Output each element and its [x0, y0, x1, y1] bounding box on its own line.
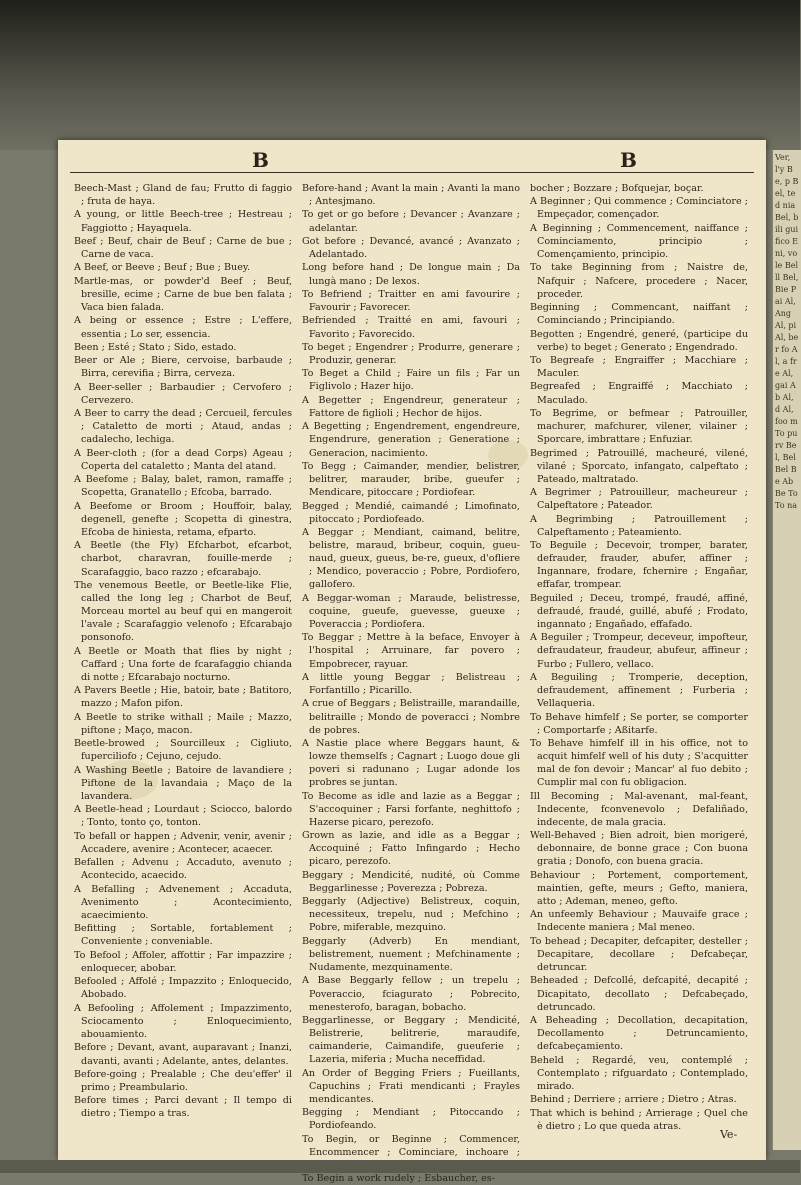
dictionary-entry: Before times ; Parci devant ; Il tempo di dietro ; Tiempo a tras.: [74, 1095, 292, 1120]
dictionary-entry: To Become as idle and lazie as a Beggar ; S'accoquiner ; Farsi forfante, neghittofo ; Hazerse picaro, perezofo.: [302, 790, 520, 828]
dictionary-entry: That which is behind ; Arrierage ; Quel che è dietro ; Lo que queda atras.: [530, 1107, 748, 1132]
dictionary-entry: Beer or Ale ; Biere, cervoise, barbaude ; Birra, cerevifia ; Birra, cerveza.: [74, 355, 292, 380]
dictionary-entry: A crue of Beggars ; Belistraille, marandaille, belitraille ; Mondo de poveracci ; Nombre de pobres.: [302, 698, 520, 736]
dictionary-entry: A Beguiling ; Tromperie, deception, defraudement, affinement ; Furberia ; Vellaqueria.: [530, 671, 748, 710]
dictionary-entry: A Beetle-head ; Lourdaut ; Sciocco, balordo ; Tonto, tonto ço, tonton.: [74, 804, 292, 829]
dictionary-entry: A Beefome ; Balay, balet, ramon, ramaffe ; Scopetta, Granatello ; Efcoba, barrado.: [74, 474, 292, 499]
scan-top-edge: [0, 0, 800, 150]
dictionary-entry: A Nastie place where Beggars haunt, & lowze themselfs ; Cagnart ; Luogo doue gli poveri si radunano ; Lugar adonde los probres se juntan.: [302, 737, 520, 789]
dictionary-entry: Beginning ; Commencant, naiffant ; Cominciando ; Principiando.: [530, 302, 748, 327]
dictionary-entry: To Befriend ; Traitter en ami favourire ; Favourir ; Favorecer.: [302, 288, 520, 314]
dictionary-entry: A Beggar ; Mendiant, caimand, belitre, belistre, maraud, bribeur, coquin, gueu-naud, gueux, gueus, be-re, gueux, d'ofliere ; Mendico, poveraccio ; Pobre, Pordiofero, gallofero.: [302, 527, 520, 591]
dictionary-entry: A being or essence ; Estre ; L'effere, essentia ; Lo ser, essencia.: [74, 315, 292, 340]
dictionary-entry: A Washing Beetle ; Batoire de lavandiere ; Piftone de la lavandaia ; Maço de la lavandera.: [74, 764, 292, 802]
dictionary-entry: Got before ; Devancé, avancé ; Avanzato ; Adelantado.: [302, 235, 520, 261]
header-rule: [70, 172, 754, 173]
dictionary-entry: Long before hand ; De longue main ; Da lungà mano ; De lexos.: [302, 262, 520, 287]
dictionary-entry: Behaviour ; Portement, comportement, maintien, gefte, meurs ; Gefto, maniera, atto ; Ademan, meneo, gefto.: [530, 869, 748, 907]
dictionary-entry: Before ; Devant, avant, auparavant ; Inanzi, davanti, avanti ; Adelante, antes, delantes.: [74, 1042, 292, 1067]
dictionary-entry: Beguiled ; Deceu, trompé, fraudé, affiné, defraudé, fraudé, guillé, abufé ; Frodato, ingannato ; Engañado, effafado.: [530, 592, 748, 630]
dictionary-entry: A Beer to carry the dead ; Cercueil, fercules ; Cataletto de morti ; Ataud, andas ; cadalecho, lechiga.: [74, 408, 292, 446]
dictionary-entry: Been ; Esté ; Stato ; Sido, estado.: [74, 341, 237, 353]
dictionary-entry: To Begg ; Caimander, mendier, belistrer, belitrer, marauder, bribe, gueufer ; Mendicare, pitoccare ; Pordiofear.: [302, 460, 520, 499]
dictionary-entry: Beggarlinesse, or Beggary ; Mendicité, Belistrerie, belitrerie, maraudife, caimanderie, Caimandife, gueuferie ; Lazeria, miferia ; Mucha neceffidad.: [302, 1015, 520, 1066]
dictionary-entry: A young, or little Beech-tree ; Hestreau ; Faggiotto ; Hayaquela.: [74, 209, 292, 234]
dictionary-entry: Begotten ; Engendré, generé, (participe du verbe) to beget ; Generato ; Engendrado.: [530, 328, 748, 353]
header-letter-right: B: [620, 148, 637, 172]
facing-page-edge: [772, 150, 801, 1150]
dictionary-entry: Befallen ; Advenu ; Accaduto, avenuto ; Acontecido, acaecido.: [74, 857, 292, 882]
dictionary-entry: A Beef, or Beeve ; Beuf ; Bue ; Buey.: [74, 262, 251, 274]
dictionary-entry: A Befooling ; Affolement ; Impazzimento, Sciocamento ; Enloquecimiento, abouamiento.: [74, 1002, 292, 1041]
dictionary-entry: A Begetting ; Engendrement, engendreure, Engendrure, generation ; Generatione ; Generacion, nacimiento.: [302, 421, 520, 459]
dictionary-entry: Beetle-browed ; Sourcilleux ; Cigliuto, fuperciliofo ; Cejuno, cejudo.: [74, 738, 292, 763]
dictionary-entry: To Begin a work rudely ; Esbaucher, es-: [302, 1173, 495, 1185]
dictionary-entry: Beggarly (Adjective) Belistreux, coquin, necessiteux, trepelu, nud ; Mefchino ; Pobre, miferable, mezquino.: [302, 896, 520, 934]
dictionary-entry: Martle-mas, or powder'd Beef ; Beuf, bresille, ecime ; Carne de bue ben falata ; Vaca bien falada.: [74, 275, 292, 314]
dictionary-entry: A Beetle to strike withall ; Maile ; Mazzo, piftone ; Maço, macon.: [74, 711, 292, 736]
dictionary-entry: An Order of Begging Friers ; Fueillants, Capuchins ; Frati mendicanti ; Frayles mendicantes.: [302, 1067, 520, 1105]
catchword: Ve-: [720, 1128, 738, 1141]
dictionary-entry: Beheld ; Regardé, veu, contemplé ; Contemplato ; rifguardato ; Contemplado, mirado.: [530, 1054, 748, 1092]
scan-bottom-edge: [0, 1160, 800, 1173]
dictionary-entry: Before-going ; Prealable ; Che deu'effer' il primo ; Preambulario.: [74, 1068, 292, 1093]
dictionary-entry: Beheaded ; Defcollé, defcapité, decapité ; Dicapitato, decollato ; Defcabeçado, detruncado.: [530, 975, 748, 1013]
column-3: [530, 182, 748, 1142]
dictionary-entry: bocher ; Bozzare ; Bofquejar, boçar.: [530, 183, 704, 194]
dictionary-entry: To Behave himfelf ill in his office, not to acquit himfelf well of his duty ; S'acquitter mal de fon devoir ; Mancar' al fuo debito ; Cumplir mal con fu obligacion.: [530, 737, 748, 789]
dictionary-entry: A Base Beggarly fellow ; un trepelu ; Poveraccio, fciagurato ; Pobrecito, menesterofo, baragan, bobacho.: [302, 975, 520, 1013]
dictionary-entry: To Beget a Child ; Faire un fils ; Far un Figlivolo ; Hazer hijo.: [302, 368, 520, 393]
dictionary-entry: To befall or happen ; Advenir, venir, avenir ; Accadere, avenire ; Acontecer, acaecer.: [74, 830, 292, 855]
dictionary-entry: Grown as lazie, and idle as a Beggar ; Accoquiné ; Fatto Infingardo ; Hecho picaro, perezofo.: [302, 830, 520, 868]
dictionary-entry: Befriended ; Traitté en ami, favouri ; Favorito ; Favorecido.: [302, 315, 520, 340]
dictionary-entry: To Beguile ; Decevoir, tromper, barater, defrauder, frauder, abufer, affiner ; Ingannare, frodare, fchernire ; Engañar, effafar, trompear.: [530, 540, 748, 591]
dictionary-entry: To behead ; Decapiter, defcapiter, desteller ; Decapitare, decollare ; Defcabeçar, detruncar.: [530, 935, 748, 974]
dictionary-entry: To Behave himfelf ; Se porter, se comporter ; Comportarfe ; Aßitarfe.: [530, 711, 748, 736]
dictionary-entry: A Beer-seller ; Barbaudier ; Cervofero ; Cervezero.: [74, 381, 292, 406]
dictionary-entry: A Begetter ; Engendreur, generateur ; Fattore de figlioli ; Hechor de hijos.: [302, 394, 520, 419]
dictionary-entry: A Beefome or Broom ; Houffoir, balay, degenell, genefte ; Scopetta di ginestra, Efcoba de hiniesta, retama, efparto.: [74, 500, 292, 538]
dictionary-entry: To Begrime, or befmear ; Patrouiller, machurer, mafchurer, vilener, vilainer ; Sporcare, imbrattare ; Enfuziar.: [530, 407, 748, 446]
dictionary-entry: The venemous Beetle, or Beetle-like Flie, called the long leg ; Charbot de Beuf, Morceau mortel au beuf qui en mangeroit l'avale ; Scarafaggio velenofo ; Efcarabajo ponsonofo.: [74, 579, 292, 644]
column-1: [74, 182, 292, 1142]
dictionary-entry: A Beguiler ; Trompeur, deceveur, impofteur, defraudateur, fraudeur, abufeur, affineur ; Furbo ; Fullero, vellaco.: [530, 632, 748, 670]
dictionary-entry: Begreafed ; Engraiffé ; Macchiato ; Maculado.: [530, 381, 748, 406]
facing-page-fragment: Ver, l'y Be, p Bel, ted nia Bel, bili gui fico Eni, vole Belll Bel, Bie Pai Al, Ang Al, pi Al, ber fo Al, a fre Al, gai Ab Al, d Al, foo m To pu rv Bel, Bel Bel Be Ab Be To To na: [775, 153, 799, 510]
dictionary-entry: Behind ; Derriere ; arriere ; Dietro ; Atras.: [530, 1094, 737, 1106]
dictionary-entry: Beech-Mast ; Gland de fau; Frutto di faggio ; fruta de haya.: [74, 183, 292, 208]
dictionary-entry: A Beer-cloth ; (for a dead Corps) Ageau ; Coperta del cataletto ; Manta del atand.: [74, 447, 292, 472]
dictionary-entry: Beef ; Beuf, chair de Beuf ; Carne de bue ; Carne de vaca.: [74, 235, 292, 261]
dictionary-entry: A Beheading ; Decollation, decapitation, Decollamento ; Detruncamiento, defcabeçamiento.: [530, 1015, 748, 1053]
dictionary-entry: A Beginning ; Commencement, naiffance ; Cominciamento, principio ; Començamiento, principio.: [530, 222, 748, 261]
dictionary-entry: Beggarly (Adverb) En mendiant, belistrement, nuement ; Mefchinamente ; Nudamente, mezquinamente.: [302, 935, 520, 974]
dictionary-entry: To get or go before ; Devancer ; Avanzare ; adelantar.: [302, 209, 520, 234]
dictionary-entry: A Beetle or Moath that flies by night ; Caffard ; Una forte de fcarafaggio chianda di notte ; Efcarabajo nocturno.: [74, 645, 292, 683]
dictionary-entry: To Befool ; Affoler, affottir ; Far impazzire ; enloquecer, abobar.: [74, 949, 292, 974]
dictionary-entry: Beggary ; Mendicité, nudité, où Comme Beggarlinesse ; Poverezza ; Pobreza.: [302, 869, 520, 894]
dictionary-entry: Befooled ; Affolé ; Impazzito ; Enloquecido, Abobado.: [74, 976, 292, 1001]
dictionary-entry: Begrimed ; Patrouillé, macheuré, vilené, vilané ; Sporcato, infangato, calpeftato ; Pateado, maltratado.: [530, 447, 748, 485]
dictionary-entry: A Begrimbing ; Patrouillement ; Calpeftamento ; Pateamiento.: [530, 513, 748, 538]
dictionary-entry: To take Beginning from ; Naistre de, Nafquir ; Nafcere, procedere ; Nacer, proceder.: [530, 262, 748, 300]
dictionary-entry: Before-hand ; Avant la main ; Avanti la mano ; Antesjmano.: [302, 183, 520, 208]
dictionary-entry: Begging ; Mendiant ; Pitoccando ; Pordiofeando.: [302, 1107, 520, 1132]
dictionary-entry: A little young Beggar ; Belistreau ; Forfantillo ; Picarillo.: [302, 671, 520, 697]
dictionary-entry: To Begin, or Beginne ; Commencer, Encommencer ; Cominciare, inchoare ;: [302, 1133, 520, 1158]
dictionary-entry: Ill Becoming ; Mal-avenant, mal-feant, Indecente, fconvenevolo ; Defaliñado, indecente, de mala gracia.: [530, 790, 748, 828]
dictionary-entry: A Beginner ; Qui commence ; Cominciatore ; Empeçador, començador.: [530, 196, 748, 221]
dictionary-entry: To beget ; Engendrer ; Produrre, generare ; Produzir, generar.: [302, 341, 520, 366]
dictionary-entry: A Beetle (the Fly) Efcharbot, efcarbot, charbot, charavran, fouille-merde ; Scarafaggio, baco razzo ; efcarabajo.: [74, 540, 292, 578]
dictionary-entry: A Begrimer ; Patrouilleur, macheureur ; Calpeftatore ; Pateador.: [530, 487, 748, 512]
dictionary-entry: Begged ; Mendié, caimandé ; Limofinato, pitoccato ; Pordiofeado.: [302, 500, 520, 525]
header-letter-left: B: [252, 148, 269, 172]
dictionary-entry: A Beggar-woman ; Maraude, belistresse, coquine, gueufe, guevesse, gueuxe ; Poveraccia ; Pordiofera.: [302, 592, 520, 630]
dictionary-entry: To Begreafe ; Engraiffer ; Macchiare ; Maculer.: [530, 355, 748, 380]
dictionary-entry: An unfeemly Behaviour ; Mauvaife grace ; Indecente maniera ; Mal meneo.: [530, 909, 748, 934]
column-2: [302, 182, 520, 1185]
dictionary-entry: A Pavers Beetle ; Hie, batoir, bate ; Batitoro, mazzo ; Mafon pifon.: [74, 685, 292, 710]
dictionary-entry: To Beggar ; Mettre à la beface, Envoyer à l'hospital ; Arruinare, far povero ; Empobrecer, rayuar.: [302, 632, 520, 670]
dictionary-entry: A Befalling ; Advenement ; Accaduta, Avenimento ; Acontecimiento, acaecimiento.: [74, 883, 292, 921]
dictionary-entry: Befitting ; Sortable, fortablement ; Conveniente ; conveniable.: [74, 923, 292, 948]
dictionary-entry: Well-Behaved ; Bien adroit, bien morigeré, debonnaire, de bonne grace ; Con buona gratia ; Donofo, con buena gracia.: [530, 830, 748, 868]
